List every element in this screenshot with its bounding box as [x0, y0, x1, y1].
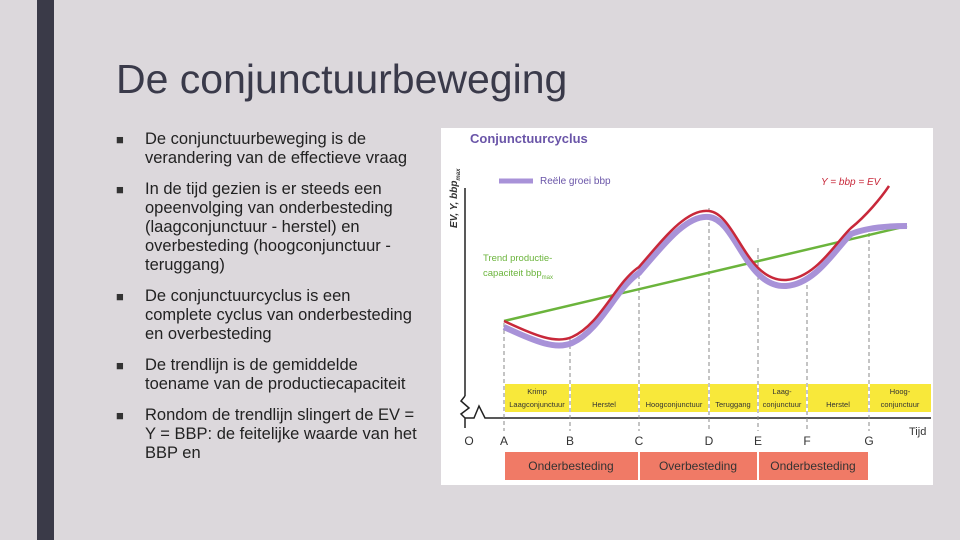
diagram-title: Conjunctuurcyclus — [470, 131, 588, 146]
bullet-item — [116, 130, 421, 168]
bullet-text: De trendlijn is de gemiddelde toename van de productiecapaciteit — [145, 356, 406, 393]
point-label: A — [499, 434, 509, 448]
bullet-marker: ■ — [116, 358, 124, 373]
bullet-marker: ■ — [116, 408, 124, 423]
y-axis-label-sub: max — [456, 168, 462, 181]
point-label: C — [634, 434, 644, 448]
phase-label-line2: Herstel — [826, 400, 850, 409]
phase-label-line1: Krimp — [527, 387, 547, 396]
phase-label-line2: Herstel — [592, 400, 616, 409]
phase-label-line2: conjunctuur — [762, 400, 802, 409]
business-cycle-figure — [441, 128, 933, 485]
bullet-item — [116, 180, 421, 275]
point-label: B — [565, 434, 575, 448]
bullet-marker: ■ — [116, 132, 124, 147]
band-label: Overbesteding — [658, 459, 738, 473]
trend-label-text: capaciteit bbp — [483, 268, 542, 279]
phase-label-line2: conjunctuur — [880, 400, 920, 409]
point-label: G — [864, 434, 874, 448]
point-label: F — [803, 434, 811, 448]
cycle-curve — [504, 186, 889, 340]
y-axis-label-main: EV, Y, bbp — [449, 180, 460, 228]
bullet-text: De conjunctuurbeweging is de verandering van de effectieve vraag — [145, 130, 408, 167]
bullet-list — [116, 130, 421, 475]
phase-label-line2: Hoogconjunctuur — [645, 400, 703, 409]
phase-label-line1: Laag- — [772, 387, 792, 396]
point-label: E — [753, 434, 763, 448]
y-axis-break — [461, 396, 469, 428]
slide-title: De conjunctuurbeweging — [116, 56, 568, 102]
band-label: Onderbesteding — [528, 459, 614, 473]
bullet-text: De conjunctuurcyclus is een complete cyclus van onderbesteding en overbesteding — [145, 287, 412, 343]
origin-label: O — [464, 434, 474, 448]
phase-label-line2: Teruggang — [715, 400, 751, 409]
point-label: D — [704, 434, 714, 448]
bullet-marker: ■ — [116, 182, 124, 197]
legend-label: Reële groei bbp — [540, 176, 611, 187]
bullet-marker: ■ — [116, 289, 124, 304]
trend-label-sub: max — [541, 275, 553, 281]
bullet-text: In de tijd gezien is er steeds een opeenvolging van onderbesteding (laagconjunctuur - herstel) en overbesteding (hoogconjunctuur - teruggang) — [145, 180, 393, 274]
bullet-item — [116, 287, 421, 344]
x-axis-label: Tijd — [909, 426, 927, 438]
business-cycle-diagram — [441, 128, 933, 485]
bullet-item — [116, 406, 421, 463]
phase-label-line1: Hoog- — [889, 387, 911, 396]
y-axis-label — [449, 168, 462, 228]
bullet-text: Rondom de trendlijn slingert de EV = Y = BBP: de feitelijke waarde van het BBP en — [145, 406, 417, 462]
band-labels — [528, 459, 855, 473]
curve-label: Y = bbp = EV — [821, 177, 881, 188]
phase-label-line2: Laagconjunctuur — [509, 400, 565, 409]
point-labels — [464, 434, 873, 448]
trend-label-line1: Trend productie- — [483, 253, 553, 264]
trend-label-line2 — [483, 268, 553, 281]
accent-side-bar — [37, 0, 54, 540]
real-growth-curve — [504, 217, 907, 346]
band-label: Onderbesteding — [770, 459, 856, 473]
bullet-item — [116, 356, 421, 394]
